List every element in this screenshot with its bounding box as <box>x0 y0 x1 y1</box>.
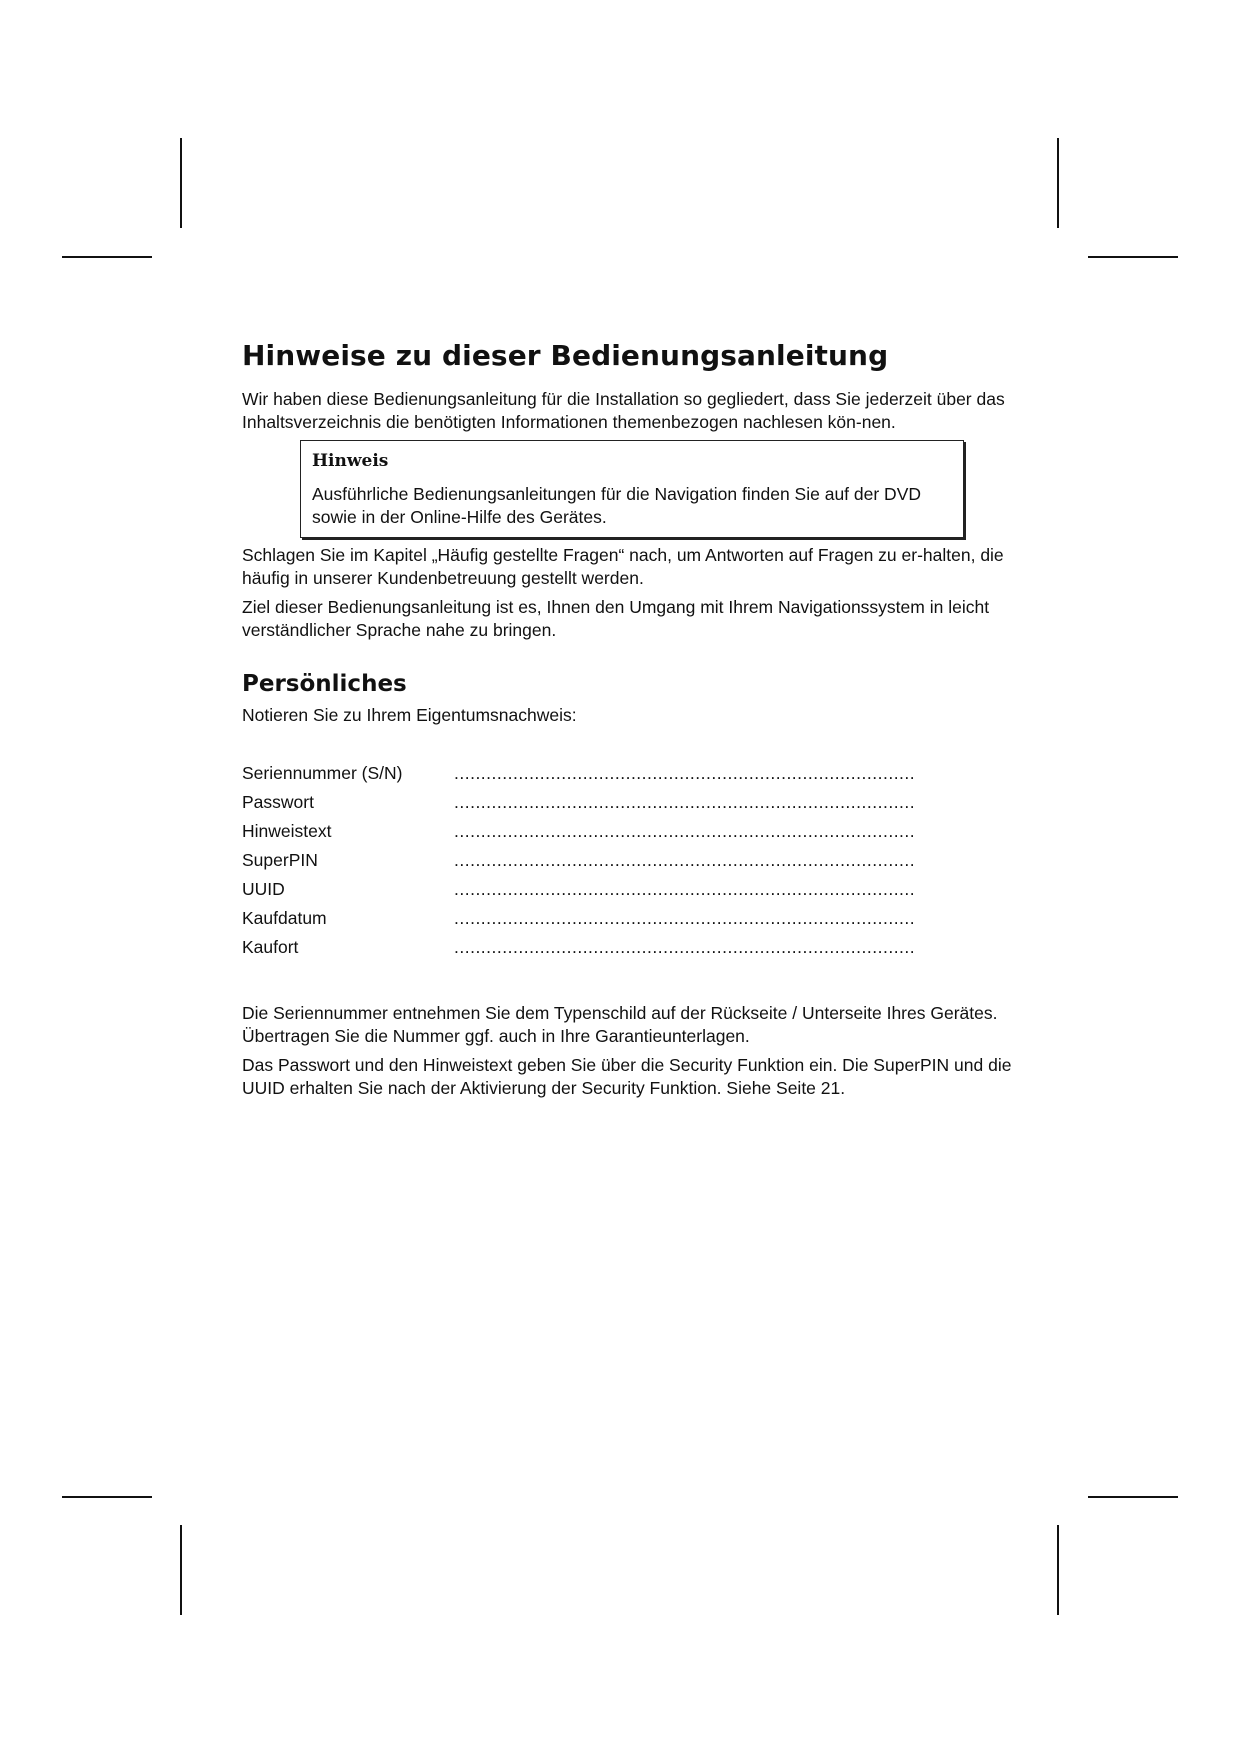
field-label: SuperPIN <box>242 850 318 871</box>
field-row-hint <box>242 821 1012 850</box>
field-label: UUID <box>242 879 285 900</box>
field-row-purchase-date <box>242 908 1012 937</box>
field-fill-line: ...................................................................................... <box>454 937 916 958</box>
note-box <box>300 440 964 538</box>
password-paragraph: Das Passwort und den Hinweistext geben Sie über die Security Funktion ein. Die SuperPIN und die UUID erhalten Sie nach der Aktivierung der Security Funktion. Siehe Seite 21. <box>242 1055 1012 1099</box>
crop-mark-bottom-left-horizontal <box>62 1496 152 1498</box>
field-row-purchase-place <box>242 937 1012 966</box>
field-label: Kaufort <box>242 937 299 958</box>
crop-mark-bottom-right-horizontal <box>1088 1496 1178 1498</box>
section-title: Persönliches <box>242 671 407 698</box>
field-label: Passwort <box>242 792 314 813</box>
note-heading: Hinweis <box>312 451 389 472</box>
field-label: Seriennummer (S/N) <box>242 763 403 784</box>
goal-paragraph: Ziel dieser Bedienungsanleitung ist es, Ihnen den Umgang mit Ihrem Navigationssystem in leicht verständlicher Sprache nahe zu bringen. <box>242 597 990 641</box>
field-fill-line: ...................................................................................... <box>454 821 916 842</box>
field-fill-line: ...................................................................................... <box>454 792 916 813</box>
page-title: Hinweise zu dieser Bedienungsanleitung <box>242 339 889 372</box>
field-fill-line: ...................................................................................... <box>454 850 916 871</box>
field-row-uuid <box>242 879 1012 908</box>
note-text: Ausführliche Bedienungsanleitungen für die Navigation finden Sie auf der DVD sowie in der Online-Hilfe des Gerätes. <box>312 484 922 528</box>
section-lead: Notieren Sie zu Ihrem Eigentumsnachweis: <box>242 705 577 726</box>
field-label: Kaufdatum <box>242 908 327 929</box>
crop-mark-bottom-right-vertical <box>1057 1525 1059 1615</box>
field-row-superpin <box>242 850 1012 879</box>
crop-mark-top-left-vertical <box>180 138 182 228</box>
field-fill-line: ...................................................................................... <box>454 908 916 929</box>
ownership-fields <box>242 763 1012 966</box>
page-content <box>242 338 1012 1106</box>
serial-paragraph: Die Seriennummer entnehmen Sie dem Typenschild auf der Rückseite / Unterseite Ihres Gerätes. Übertragen Sie die Nummer ggf. auch in Ihre Garantieunterlagen. <box>242 1003 998 1047</box>
field-row-password <box>242 792 1012 821</box>
crop-mark-top-right-vertical <box>1057 138 1059 228</box>
field-row-serial <box>242 763 1012 792</box>
faq-paragraph: Schlagen Sie im Kapitel „Häufig gestellte Fragen“ nach, um Antworten auf Fragen zu er-halten, die häufig in unserer Kundenbetreuung gestellt werden. <box>242 545 1004 589</box>
field-fill-line: ...................................................................................... <box>454 763 916 784</box>
field-label: Hinweistext <box>242 821 332 842</box>
crop-mark-top-right-horizontal <box>1088 256 1178 258</box>
intro-paragraph: Wir haben diese Bedienungsanleitung für die Installation so gegliedert, dass Sie jederzeit über das Inhaltsverzeichnis die benötigten Informationen themenbezogen nachlesen kön-nen. <box>242 389 1005 433</box>
field-fill-line: ...................................................................................... <box>454 879 916 900</box>
crop-mark-bottom-left-vertical <box>180 1525 182 1615</box>
crop-mark-top-left-horizontal <box>62 256 152 258</box>
